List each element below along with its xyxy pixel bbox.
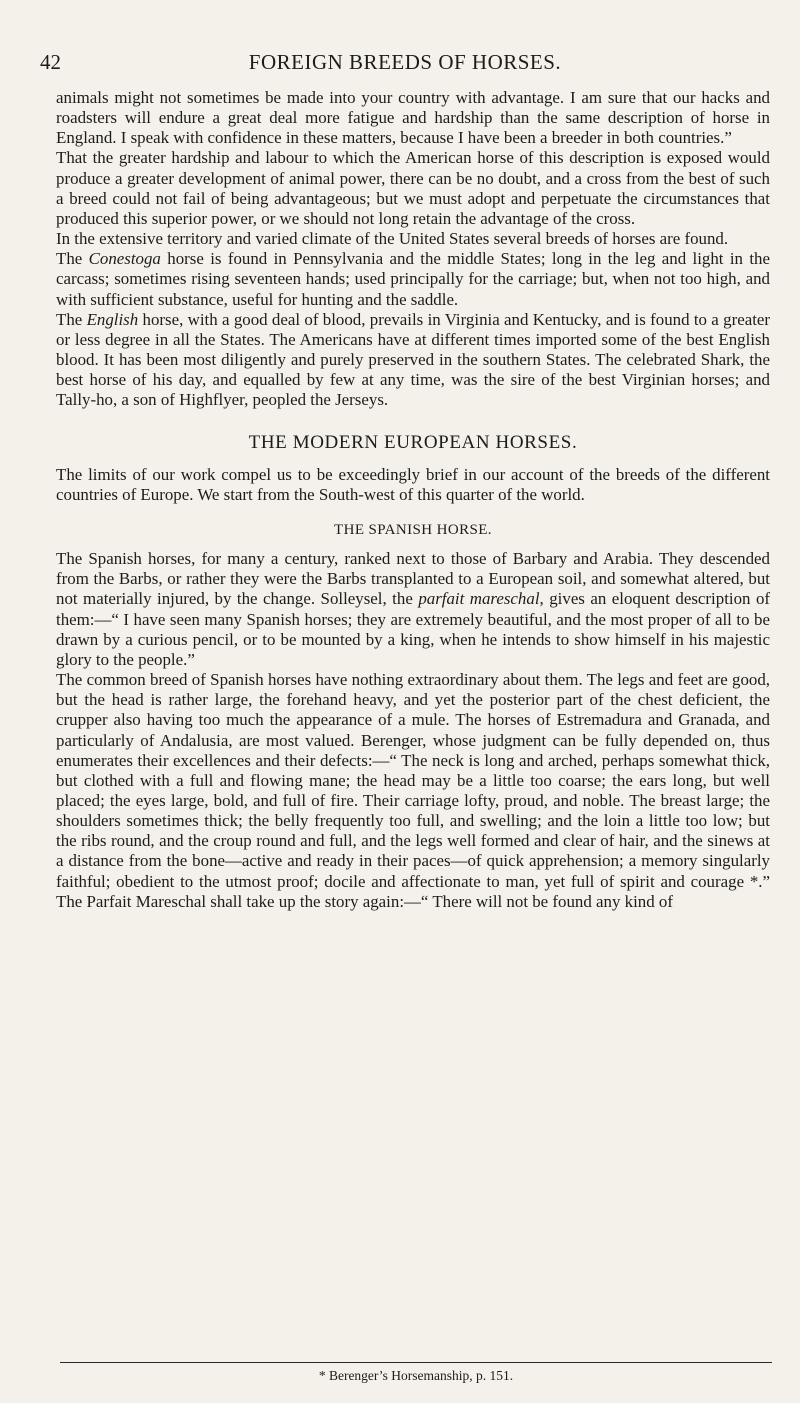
footnote: * Berenger’s Horsemanship, p. 151.	[318, 1368, 514, 1383]
paragraph-united-states-breeds: In the extensive territory and varied climate of the United States several breeds of horses are found.	[56, 229, 729, 249]
breed-name-english: English	[86, 309, 139, 329]
paragraph-american-hardship: That the greater hardship and labour to which the American horse of this description is exposed would produce a greater development of animal power, there can be no doubt, and a cross from the best of such a breed could not fail of being advantageous; but we must adopt and perpetuate the circumstances that produced this superior power, or we should not long retain the advantage of the cross.	[56, 148, 770, 228]
text-segment: horse is found in Pennsylvania and the middle States; long in the leg and light in the carcass; sometimes rising seventeen hands; used principally for the carriage; but, when not too high, and with sufficient substance, useful for hunting and the saddle.	[56, 249, 770, 309]
subsection-heading: THE SPANISH HORSE.	[334, 521, 492, 538]
paragraph-conestoga	[56, 249, 770, 309]
text-segment: The	[56, 309, 87, 329]
running-title: FOREIGN BREEDS OF HORSES.	[248, 50, 562, 74]
italic-phrase: parfait mareschal	[418, 589, 540, 609]
paragraph-english	[56, 310, 770, 411]
breed-name-conestoga: Conestoga	[88, 249, 161, 269]
paragraph-section-intro: The limits of our work compel us to be exceedingly brief in our account of the breeds of the different countries of Europe. We start from the South-west of this quarter of the world.	[56, 464, 770, 504]
paragraph-spanish-1	[56, 549, 770, 670]
section-heading: THE MODERN EUROPEAN HORSES.	[248, 431, 578, 453]
paragraph-continuation: animals might not sometimes be made into your country with advantage. I am sure that our hacks and roadsters will endure a great deal more fatigue and hardship than the same description of horse in England. I speak with confidence in these matters, because I have been a breeder in both countries.”	[56, 88, 770, 148]
text-segment: horse, with a good deal of blood, prevails in Virginia and Kentucky, and is found to a greater or less degree in all the States. The Americans have at different times imported some of the best English blood. It has been most diligently and purely preserved in the southern States. The celebrated Shark, the best horse of his day, and equalled by few at any time, was the sire of the best Virginian horses; and Tally-ho, a son of Highflyer, peopled the Jerseys.	[56, 309, 771, 410]
page-number: 42	[40, 50, 61, 74]
paragraph-spanish-2: The common breed of Spanish horses have nothing extraordinary about them. The legs and feet are good, but the head is rather large, the forehand heavy, and yet the posterior part of the chest deficient, the crupper also having too much the appearance of a mule. The horses of Estremadura and Granada, and particularly of Andalusia, are most valued. Berenger, whose judgment can be fully depended on, thus enumerates their excellences and their defects:—“ The neck is long and arched, perhaps somewhat thick, but clothed with a full and flowing mane; the head may be a little too coarse; the ears long, but well placed; the eyes large, bold, and full of fire. Their carriage lofty, proud, and noble. The breast large; the shoulders sometimes thick; the belly frequently too full, and swelling; and the loin a little too low; but the ribs round, and the croup round and full, and the legs well formed and clear of hair, and the sinews at a distance from the bone—active and ready in their paces—of quick apprehension; a memory singularly faithful; obedient to the utmost proof; docile and affectionate to man, yet full of spirit and courage *.” The Parfait Mareschal shall take up the story again:—“ There will not be found any kind of	[56, 670, 770, 911]
text-segment: , gives an eloquent description of them:—“ I have seen many Spanish horses; they are extremely beautiful, and the most proper of all to be drawn by a curious pencil, or to be mounted by a king, when he intends to show himself in his majestic glory to the people.”	[56, 589, 771, 669]
page-header	[40, 50, 770, 80]
body-text	[56, 88, 770, 912]
text-segment: The	[56, 249, 89, 269]
footnote-rule	[60, 1362, 772, 1363]
text-segment: The Spanish horses, for many a century, ranked next to those of Barbary and Arabia. They descended from the Barbs, or rather they were the Barbs transplanted to a European soil, and somewhat altered, but not materially injured, by the change. Solleysel, the	[56, 549, 770, 609]
